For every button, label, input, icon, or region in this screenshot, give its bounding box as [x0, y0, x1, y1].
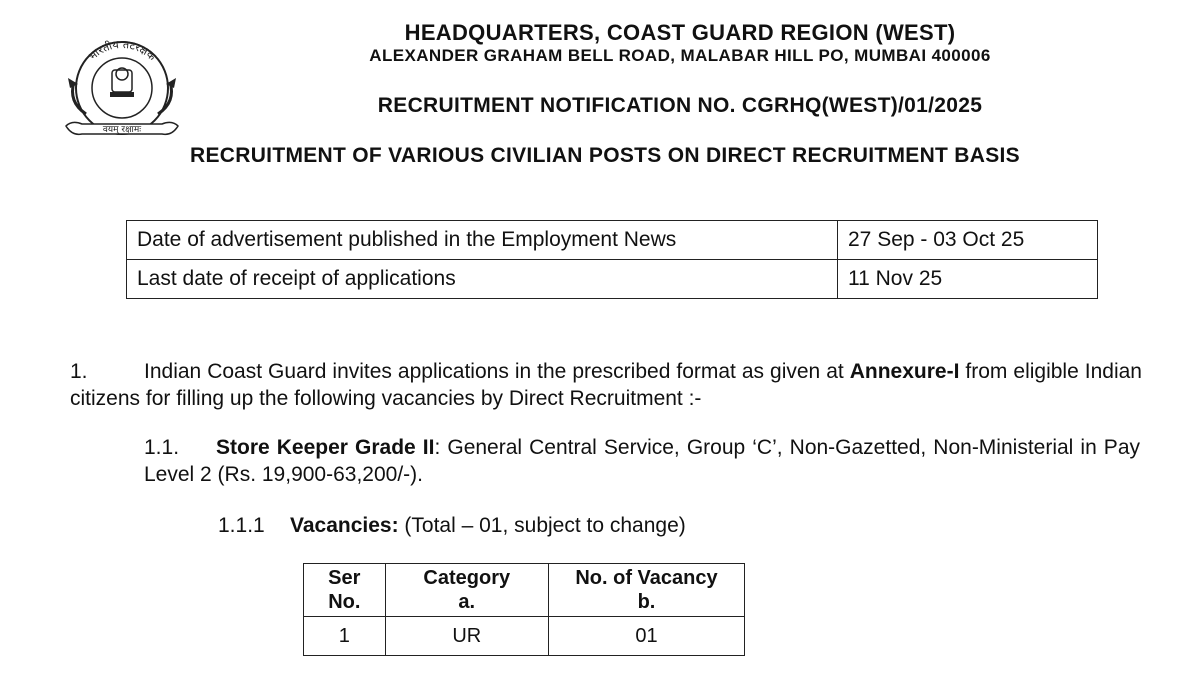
- header-line: Category: [423, 567, 511, 589]
- date-value: 27 Sep - 03 Oct 25: [838, 221, 1098, 260]
- table-row: [127, 260, 1098, 299]
- paragraph-number: 1.: [70, 360, 88, 383]
- date-label: Last date of receipt of applications: [127, 260, 838, 299]
- date-value: 11 Nov 25: [838, 260, 1098, 299]
- header-line: No. of Vacancy: [575, 567, 718, 589]
- notification-number: RECRUITMENT NOTIFICATION NO. CGRHQ(WEST)/01/2025: [377, 94, 983, 117]
- cell-vacancy: 01: [548, 617, 744, 656]
- paragraph-1: [70, 358, 1142, 412]
- cell-ser-no: 1: [304, 617, 386, 656]
- paragraph-number: 1.1.: [144, 436, 180, 459]
- paragraph-text: (Total – 01, subject to change): [398, 514, 686, 537]
- header-line: a.: [458, 591, 476, 613]
- table-header-row: [304, 564, 745, 617]
- date-label: Date of advertisement published in the Employment News: [127, 221, 838, 260]
- header-line: No.: [328, 591, 361, 613]
- cell-category: UR: [385, 617, 548, 656]
- emblem-motto: वयम् रक्षामः: [102, 125, 142, 135]
- annexure-reference: Annexure-I: [849, 360, 960, 383]
- org-title: HEADQUARTERS, COAST GUARD REGION (WEST): [404, 20, 956, 45]
- post-name: Store Keeper Grade II: [216, 436, 435, 459]
- paragraph-1-1-1: [218, 512, 1118, 539]
- emblem-top-text: भारतीय तटरक्षक: [85, 37, 159, 64]
- paragraph-1-1: [144, 434, 1140, 488]
- column-header-category: [385, 564, 548, 617]
- paragraph-text: Indian Coast Guard invites applications in the prescribed format as given at: [144, 360, 850, 383]
- org-address: ALEXANDER GRAHAM BELL ROAD, MALABAR HILL PO, MUMBAI 400006: [369, 46, 991, 65]
- paragraph-text: from eligible Indian citizens for filling up the following vacancies by Direct Recruitment :-: [70, 360, 1142, 410]
- vacancy-table: [303, 563, 745, 656]
- table-row: [304, 617, 745, 656]
- column-header-ser-no: [304, 564, 386, 617]
- coast-guard-emblem: [58, 22, 186, 150]
- vacancies-heading: Vacancies:: [290, 514, 399, 537]
- notification-subject: RECRUITMENT OF VARIOUS CIVILIAN POSTS ON DIRECT RECRUITMENT BASIS: [190, 144, 1020, 167]
- header-line: Ser: [328, 567, 361, 589]
- table-row: [127, 221, 1098, 260]
- paragraph-number: 1.1.1: [218, 514, 265, 537]
- dates-table: [126, 220, 1098, 299]
- column-header-vacancy: [548, 564, 744, 617]
- header-line: b.: [637, 591, 656, 613]
- paragraph-text: : General Central Service, Group ‘C’, Non-Gazetted, Non-Ministerial in Pay Level 2 (Rs. 19,900-63,200/-).: [144, 436, 1140, 486]
